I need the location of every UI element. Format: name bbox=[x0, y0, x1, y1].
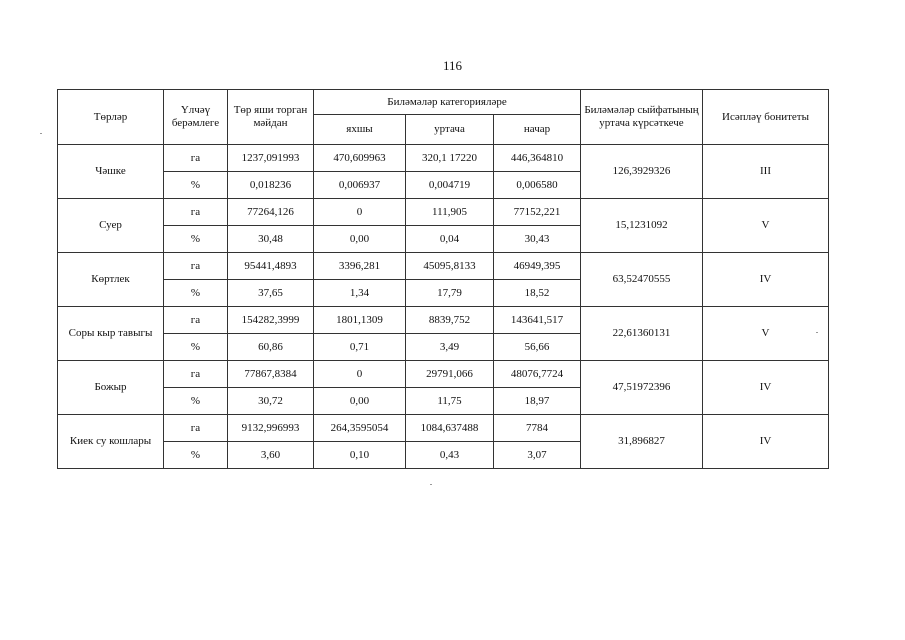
area-ha: 9132,996993 bbox=[228, 415, 314, 442]
average-pct: 3,49 bbox=[406, 334, 494, 361]
average-ha: 45095,8133 bbox=[406, 253, 494, 280]
good-pct: 0,00 bbox=[314, 388, 406, 415]
header-poor: начар bbox=[494, 115, 581, 145]
poor-pct: 3,07 bbox=[494, 442, 581, 469]
wildlife-habitat-table bbox=[57, 89, 829, 469]
area-pct: 37,65 bbox=[228, 280, 314, 307]
poor-ha: 46949,395 bbox=[494, 253, 581, 280]
unit-ha: га bbox=[164, 253, 228, 280]
species-name: Чәшке bbox=[58, 145, 164, 199]
average-ha: 111,905 bbox=[406, 199, 494, 226]
bonitet: III bbox=[703, 145, 829, 199]
average-pct: 0,43 bbox=[406, 442, 494, 469]
table-row bbox=[58, 145, 829, 172]
header-good: яхшы bbox=[314, 115, 406, 145]
area-ha: 77264,126 bbox=[228, 199, 314, 226]
avg-quality: 126,3929326 bbox=[581, 145, 703, 199]
unit-pct: % bbox=[164, 172, 228, 199]
poor-ha: 77152,221 bbox=[494, 199, 581, 226]
good-ha: 1801,1309 bbox=[314, 307, 406, 334]
poor-ha: 7784 bbox=[494, 415, 581, 442]
page-number: 116 bbox=[442, 58, 463, 73]
good-pct: 1,34 bbox=[314, 280, 406, 307]
area-pct: 60,86 bbox=[228, 334, 314, 361]
species-name: Соры кыр тавыгы bbox=[58, 307, 164, 361]
poor-pct: 30,43 bbox=[494, 226, 581, 253]
header-bonitet: Исәпләү бонитеты bbox=[703, 90, 829, 145]
area-ha: 1237,091993 bbox=[228, 145, 314, 172]
table-body bbox=[58, 145, 829, 469]
species-name: Киек су кошлары bbox=[58, 415, 164, 469]
average-pct: 17,79 bbox=[406, 280, 494, 307]
unit-pct: % bbox=[164, 442, 228, 469]
good-pct: 0,00 bbox=[314, 226, 406, 253]
table-row bbox=[58, 361, 829, 388]
scan-speck bbox=[430, 484, 432, 485]
avg-quality: 63,52470555 bbox=[581, 253, 703, 307]
table-row bbox=[58, 307, 829, 334]
header-types: Төрләр bbox=[58, 90, 164, 145]
species-name: Божыр bbox=[58, 361, 164, 415]
good-ha: 470,609963 bbox=[314, 145, 406, 172]
unit-pct: % bbox=[164, 334, 228, 361]
header-area: Төр яши торган мәйдан bbox=[228, 90, 314, 145]
avg-quality: 31,896827 bbox=[581, 415, 703, 469]
unit-pct: % bbox=[164, 280, 228, 307]
poor-pct: 18,52 bbox=[494, 280, 581, 307]
bonitet: V bbox=[703, 307, 829, 361]
poor-pct: 0,006580 bbox=[494, 172, 581, 199]
poor-ha: 446,364810 bbox=[494, 145, 581, 172]
area-pct: 30,48 bbox=[228, 226, 314, 253]
area-ha: 77867,8384 bbox=[228, 361, 314, 388]
good-ha: 0 bbox=[314, 199, 406, 226]
poor-ha: 143641,517 bbox=[494, 307, 581, 334]
area-pct: 0,018236 bbox=[228, 172, 314, 199]
good-ha: 3396,281 bbox=[314, 253, 406, 280]
area-pct: 30,72 bbox=[228, 388, 314, 415]
average-pct: 0,04 bbox=[406, 226, 494, 253]
header-avg-quality: Биләмәләр сыйфатының уртача күрсәткече bbox=[581, 90, 703, 145]
bonitet: IV bbox=[703, 415, 829, 469]
area-ha: 154282,3999 bbox=[228, 307, 314, 334]
average-ha: 1084,637488 bbox=[406, 415, 494, 442]
table-row bbox=[58, 415, 829, 442]
header-average: уртача bbox=[406, 115, 494, 145]
avg-quality: 15,1231092 bbox=[581, 199, 703, 253]
good-ha: 0 bbox=[314, 361, 406, 388]
avg-quality: 22,61360131 bbox=[581, 307, 703, 361]
poor-ha: 48076,7724 bbox=[494, 361, 581, 388]
table-row bbox=[58, 253, 829, 280]
average-ha: 29791,066 bbox=[406, 361, 494, 388]
good-pct: 0,10 bbox=[314, 442, 406, 469]
unit-ha: га bbox=[164, 199, 228, 226]
good-ha: 264,3595054 bbox=[314, 415, 406, 442]
area-ha: 95441,4893 bbox=[228, 253, 314, 280]
unit-pct: % bbox=[164, 226, 228, 253]
poor-pct: 56,66 bbox=[494, 334, 581, 361]
area-pct: 3,60 bbox=[228, 442, 314, 469]
scan-speck bbox=[816, 332, 818, 333]
avg-quality: 47,51972396 bbox=[581, 361, 703, 415]
scan-speck bbox=[40, 133, 42, 134]
average-pct: 0,004719 bbox=[406, 172, 494, 199]
average-ha: 8839,752 bbox=[406, 307, 494, 334]
bonitet: V bbox=[703, 199, 829, 253]
bonitet: IV bbox=[703, 361, 829, 415]
bonitet: IV bbox=[703, 253, 829, 307]
unit-ha: га bbox=[164, 307, 228, 334]
poor-pct: 18,97 bbox=[494, 388, 581, 415]
table-row bbox=[58, 199, 829, 226]
species-name: Суер bbox=[58, 199, 164, 253]
good-pct: 0,006937 bbox=[314, 172, 406, 199]
header-categories: Биләмәләр категорияләре bbox=[314, 90, 581, 115]
header-units: Үлчәү берәмлеге bbox=[164, 90, 228, 145]
unit-ha: га bbox=[164, 361, 228, 388]
unit-ha: га bbox=[164, 145, 228, 172]
good-pct: 0,71 bbox=[314, 334, 406, 361]
average-pct: 11,75 bbox=[406, 388, 494, 415]
species-name: Көртлек bbox=[58, 253, 164, 307]
unit-ha: га bbox=[164, 415, 228, 442]
average-ha: 320,1 17220 bbox=[406, 145, 494, 172]
unit-pct: % bbox=[164, 388, 228, 415]
